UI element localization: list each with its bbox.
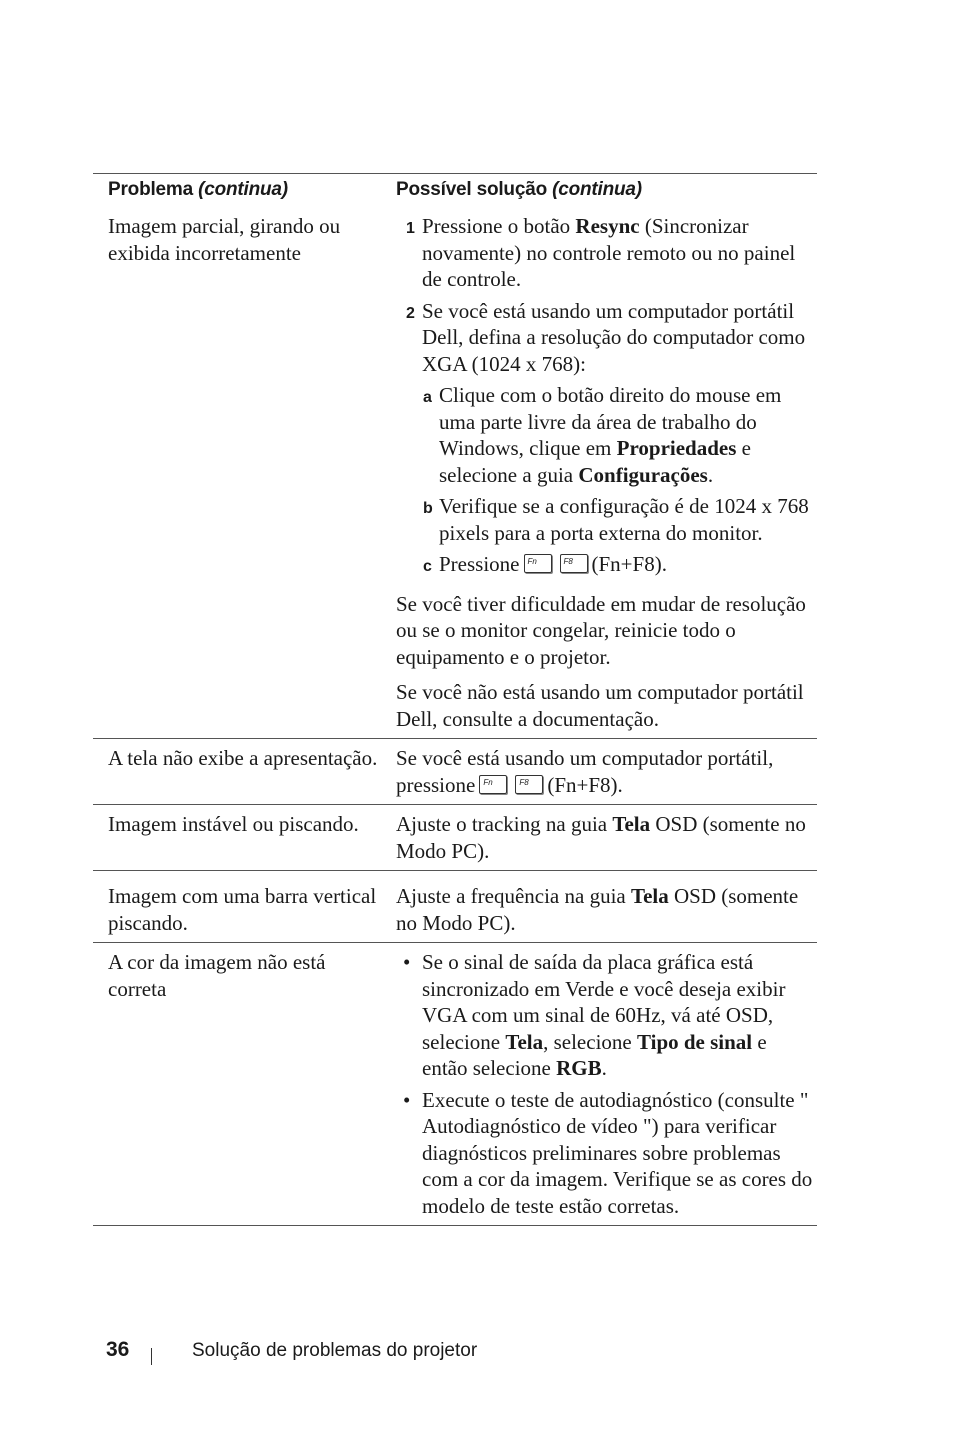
header-problem-continued: (continua) [198,179,288,200]
substep-text: Clique com o botão direito do mouse em uma parte livre da área de trabalho do Windows, clique em Propriedades e selecione a guia Configurações. [439,383,782,487]
bullet-icon: • [403,1087,411,1112]
footer-title: Solução de problemas do projetor [192,1340,478,1361]
table-row [93,207,817,739]
step-1 [396,213,813,293]
substep-letter: c [423,558,432,575]
solution-cell: Ajuste a frequência na guia Tela OSD (somente no Modo PC). [396,884,799,935]
note-paragraph: Se você tiver dificuldade em mudar de resolução ou se o monitor congelar, reinicie todo o equipamento e o projetor. [396,591,806,669]
problem-cell: Imagem com uma barra vertical piscando. [108,884,377,935]
substep-letter: a [423,389,432,406]
f8-key-icon: F8 [560,554,588,573]
substep-b [413,493,813,546]
solution-cell [382,943,817,1225]
step-2 [396,298,813,378]
header-solution-label: Possível solução [396,179,547,200]
table-row [93,805,817,871]
table-row [93,943,817,1226]
problem-cell: Imagem instável ou piscando. [108,812,359,836]
problem-cell: A tela não exibe a apresentação. [108,746,378,770]
bullet-text: Execute o teste de autodiagnóstico (consulte " Autodiagnóstico de vídeo ") para verificar diagnósticos preliminares sobre problemas com a cor da imagem. Verifique se as cores do modelo de teste estão corretas. [422,1087,813,1218]
solution-cell [382,207,817,738]
header-solution-continued: (continua) [552,179,642,200]
f8-key-icon: F8 [515,775,543,794]
step-text: Pressione o botão Resync (Sincronizar novamente) no controle remoto ou no painel de controle. [422,214,796,291]
step-number: 2 [406,304,415,322]
header-problem-label: Problema [108,179,193,200]
page-number: 36 [106,1338,130,1361]
substep-letter: b [423,500,433,517]
header-solution [382,174,817,207]
step-number: 1 [406,220,415,237]
solution-cell: Ajuste o tracking na guia Tela OSD (somente no Modo PC). [396,812,806,863]
bullet-text: Se o sinal de saída da placa gráfica está sincronizado em Verde e você deseja exibir VGA com um sinal de 60Hz, vá até OSD, selecione Tela, selecione Tipo de sinal e então selecione RGB. [422,950,786,1080]
fn-key-icon: Fn [479,775,507,794]
substep-text: Verifique se a configuração é de 1024 x 768 pixels para a porta externa do monitor. [439,494,809,545]
table-row [93,739,817,805]
header-problem [93,174,382,207]
fn-key-icon: Fn [524,554,552,573]
table-row [93,871,817,943]
solution-cell: Se você está usando um computador portátil, pressione Fn F8 (Fn+F8). [396,746,774,797]
substep-text: Pressione Fn F8 (Fn+F8). [439,552,667,576]
bullet-item [396,949,813,1082]
footer-divider [151,1348,152,1365]
substep-a [413,382,813,488]
note-paragraph: Se você não está usando um computador portátil Dell, consulte a documentação. [396,680,804,731]
bullet-icon: • [403,950,411,974]
problem-cell: Imagem parcial, girando ou exibida incorretamente [108,214,341,265]
substep-c [413,551,813,581]
table-header [93,174,817,207]
step-text: Se você está usando um computador portátil Dell, defina a resolução do computador como XGA (1024 x 768): [422,298,806,376]
bullet-item [396,1087,813,1220]
troubleshooting-table [93,173,817,1226]
problem-cell: A cor da imagem não está correta [108,950,326,1001]
